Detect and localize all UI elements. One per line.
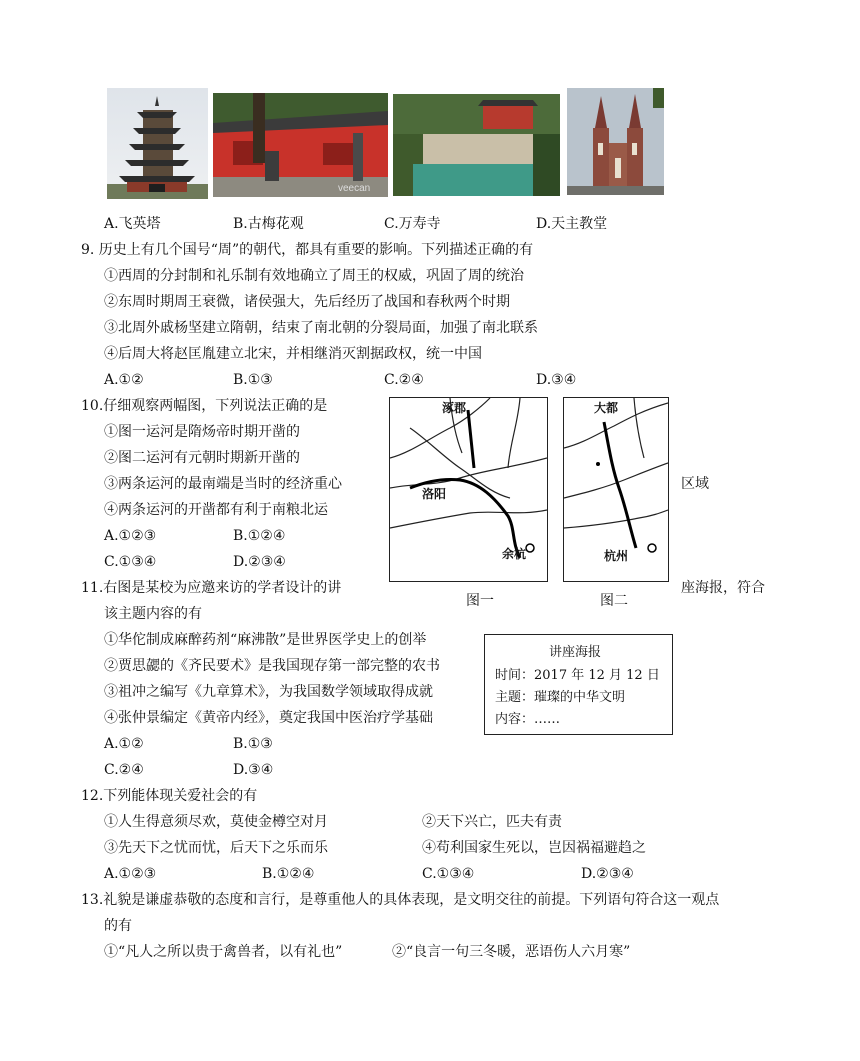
q8-option-b: B.古梅花观 <box>233 216 304 232</box>
q11-item-2: ②贾思勰的《齐民要术》是我国现存第一部完整的农书 <box>104 658 440 674</box>
q11-option-c: C.②④ <box>104 762 144 778</box>
map1-caption: 图一 <box>466 593 494 609</box>
q9-item-3: ③北周外戚杨坚建立隋朝，结束了南北朝的分裂局面，加强了南北联系 <box>104 320 538 336</box>
q10-option-d: D.②③④ <box>233 554 286 570</box>
q12-item-3: ③先天下之忧而忧，后天下之乐而乐 <box>104 840 328 856</box>
q10-item-4: ④两条运河的开凿都有利于南粮北运 <box>104 502 328 518</box>
q9-option-a: A.①② <box>104 372 144 388</box>
q11-item-3: ③祖冲之编写《九章算术》，为我国数学领域取得成就 <box>104 684 433 700</box>
q11-option-b: B.①③ <box>233 736 273 752</box>
temple-photo <box>213 93 388 197</box>
map-figure-2 <box>563 397 669 582</box>
q12-stem: 12.下列能体现关爱社会的有 <box>81 788 258 804</box>
map2-label-dadu: 大都 <box>594 401 619 415</box>
q13-stem-b: 的有 <box>104 918 132 934</box>
q11-option-a: A.①② <box>104 736 144 752</box>
q12-item-2: ②天下兴亡，匹夫有责 <box>422 814 562 830</box>
q11-stem-a: 11.右图是某校为应邀来访的学者设计的讲 <box>81 580 342 596</box>
q11-stem-c: 该主题内容的有 <box>104 606 202 622</box>
q10-item-2: ②图二运河有元朝时期新开凿的 <box>104 450 300 466</box>
q12-item-4: ④苟利国家生死以，岂因祸福避趋之 <box>422 840 646 856</box>
map1-label-yuhang: 余杭 <box>502 547 527 561</box>
q11-item-4: ④张仲景编定《黄帝内经》，奠定我国中医治疗学基础 <box>104 710 433 726</box>
q11-stem-b: 座海报，符合 <box>681 580 765 596</box>
map2-caption: 图二 <box>600 593 628 609</box>
q9-item-1: ①西周的分封制和礼乐制有效地确立了周王的权威，巩固了周的统治 <box>104 268 524 284</box>
poster-content: 内容：…… <box>495 712 561 727</box>
svg-text:veecan: veecan <box>338 183 371 194</box>
q8-option-a: A.飞英塔 <box>104 216 161 232</box>
q9-stem: 9. 历史上有几个国号“周”的朝代，都具有重要的影响。下列描述正确的有 <box>81 242 534 258</box>
q12-option-a: A.①②③ <box>104 866 157 882</box>
map-figure-1 <box>389 397 548 582</box>
poster-topic: 主题：璀璨的中华文明 <box>495 690 626 705</box>
q12-option-c: C.①③④ <box>422 866 475 882</box>
q10-option-c: C.①③④ <box>104 554 157 570</box>
map2-label-hangzhou: 杭州 <box>604 549 629 563</box>
q9-item-2: ②东周时期周王衰微，诸侯强大，先后经历了战国和春秋两个时期 <box>104 294 510 310</box>
q11-option-d: D.③④ <box>233 762 274 778</box>
map1-label-luoyang: 洛阳 <box>422 487 447 501</box>
lecture-poster <box>484 634 673 735</box>
q13-stem-a: 13.礼貌是谦虚恭敬的态度和言行，是尊重他人的具体表现，是文明交往的前提。下列语句符合这一观点 <box>81 892 720 908</box>
q9-option-d: D.③④ <box>536 372 577 388</box>
q9-item-4: ④后周大将赵匡胤建立北宋，并相继消灭割据政权，统一中国 <box>104 346 482 362</box>
q10-option-b: B.①②④ <box>233 528 286 544</box>
poster-title: 讲座海报 <box>549 645 602 660</box>
q8-option-c: C.万寿寺 <box>384 216 441 232</box>
q10-item-3: ③两条运河的最南端是当时的经济重心 <box>104 476 342 492</box>
q10-item-1: ①图一运河是隋炀帝时期开凿的 <box>104 424 300 440</box>
q12-option-b: B.①②④ <box>262 866 315 882</box>
q13-item-2: ②“良言一句三冬暖，恶语伤人六月寒” <box>392 944 631 960</box>
q10-item-3-tail: 区域 <box>681 476 709 492</box>
q8-option-d: D.天主教堂 <box>536 216 608 232</box>
q11-item-1: ①华佗制成麻醉药剂“麻沸散”是世界医学史上的创举 <box>104 632 427 648</box>
q13-item-1: ①“凡人之所以贵于禽兽者，以有礼也” <box>104 944 343 960</box>
q9-option-b: B.①③ <box>233 372 273 388</box>
q12-option-d: D.②③④ <box>581 866 634 882</box>
temple-courtyard-photo <box>393 94 560 196</box>
church-photo <box>567 88 664 195</box>
pagoda-photo <box>107 88 208 199</box>
q10-stem: 10.仔细观察两幅图，下列说法正确的是 <box>81 398 328 414</box>
map1-label-zhuojun: 涿郡 <box>442 401 467 415</box>
poster-time: 时间：2017 年 12 月 12 日 <box>495 668 660 683</box>
q9-option-c: C.②④ <box>384 372 424 388</box>
q10-option-a: A.①②③ <box>104 528 157 544</box>
q12-item-1: ①人生得意须尽欢，莫使金樽空对月 <box>104 814 328 830</box>
